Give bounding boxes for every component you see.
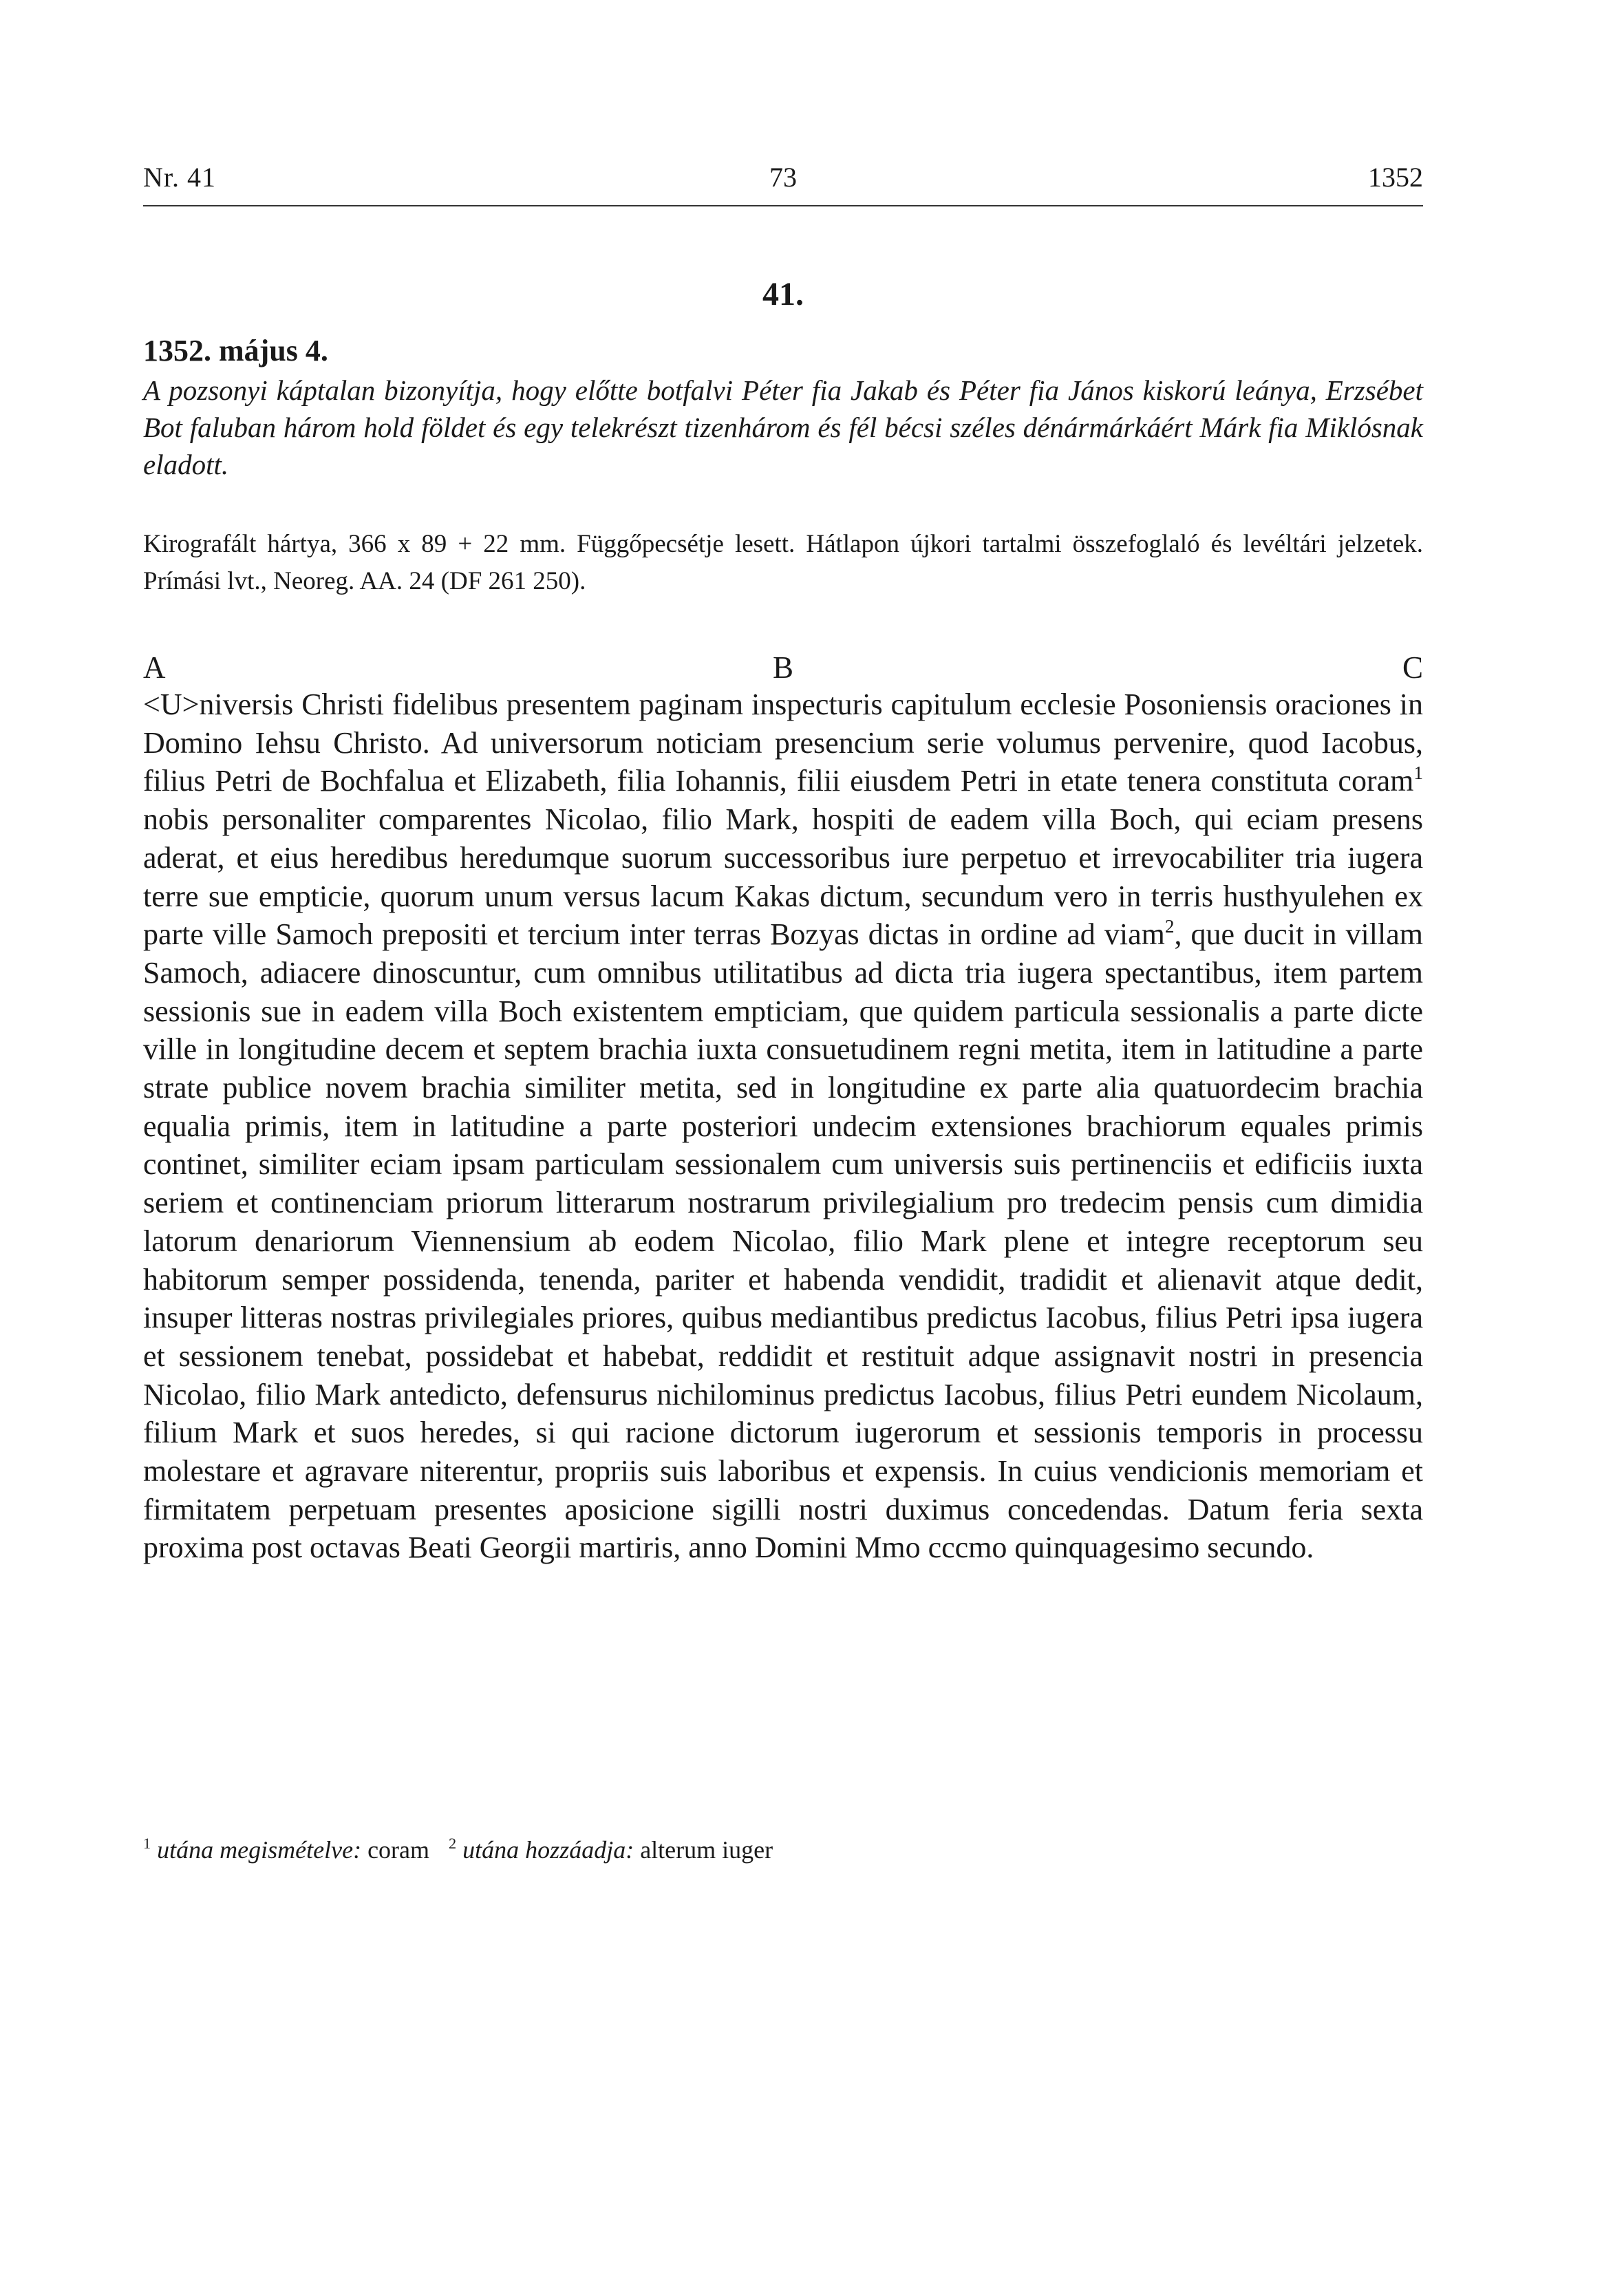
document-summary: A pozsonyi káptalan bizonyítja, hogy előtte botfalvi Péter fia Jakab és Péter fia János kiskorú leánya, Erzsébet Bot faluban három hold földet és egy telekrészt tizenhárom és fél bécsi széles dénármárkáért Márk fia Miklósnak eladott. (143, 374, 1423, 480)
chirograph-letters (143, 647, 1423, 688)
charter-text-part-1: <U>niversis Christi fidelibus presentem paginam inspecturis capitulum ecclesie Posoniensis oraciones in Domino Iehsu Christo. Ad universorum noticiam presencium serie volumus pervenire, quod Iacobus, filius Petri de Bochfalua et Elizabeth, filia Iohannis, filii eiusdem Petri in etate tenera constituta coram (143, 687, 1423, 798)
document-description: Kirografált hártya, 366 x 89 + 22 mm. Függőpecsétje lesett. Hátlapon újkori tartalmi összefoglaló és levéltári jelzetek. Prímási lvt., Neoreg. AA. 24 (DF 261 250). (143, 530, 1423, 595)
document-reference: Nr. 41 (143, 162, 216, 193)
footnote-label: utána megismételve: (157, 1836, 362, 1864)
document-page (143, 0, 1423, 2271)
chirograph-letter-a: A (143, 650, 166, 685)
footnote-number: 2 (449, 1835, 457, 1853)
footnote-label: utána hozzáadja: (462, 1836, 634, 1864)
page-number: 73 (769, 162, 797, 193)
footnote-reference-1: 1 (1413, 763, 1423, 784)
document-number: 41. (762, 276, 804, 312)
running-head (143, 157, 1423, 198)
footnote-2 (449, 1836, 773, 1864)
charter-text (143, 685, 1423, 1567)
footnote-number: 1 (143, 1835, 151, 1853)
footnote-text: coram (367, 1836, 430, 1864)
footnote-1 (143, 1836, 429, 1864)
chirograph-letter-c: C (1402, 650, 1423, 685)
footnotes (143, 1831, 1423, 1869)
document-date: 1352. május 4. (143, 334, 328, 367)
header-year: 1352 (1368, 162, 1423, 193)
header-rule (143, 205, 1423, 206)
charter-text-part-2: nobis personaliter comparentes Nicolao, filio Mark, hospiti de eadem villa Boch, qui eciam presens aderat, et eius heredibus heredumque suorum successoribus iure perpetuo et irrevocabiliter tria iugera terre sue empticie, quorum unum versus lacum Kakas dictum, secundum vero in terris husthyulehen ex parte ville Samoch prepositi et tercium inter terras Bozyas dictas in ordine ad viam (143, 802, 1423, 952)
footnote-reference-2: 2 (1164, 916, 1175, 937)
footnote-text: alterum iuger (640, 1836, 773, 1864)
chirograph-letter-b: B (772, 650, 793, 685)
charter-text-part-3: , que ducit in villam Samoch, adiacere dinoscuntur, cum omnibus utilitatibus ad dicta tria iugera spectantibus, item partem sessionis sue in eadem villa Boch existentem empticiam, que quidem particula sessionalis a parte dicte ville in longitudine decem et septem brachia iuxta consuetudinem regni metita, item in latitudine a parte strate publice novem brachia similiter metita, sed in longitudine ex parte alia quatuordecim brachia equalia primis, item in latitudine a parte posteriori undecim extensiones brachiorum equales primis continet, similiter eciam ipsam particulam sessionalem cum universis suis pertinenciis et edificiis iuxta seriem et continenciam priorum litterarum nostrarum privilegialium pro tredecim pensis cum dimidia latorum denariorum Viennensium ab eodem Nicolao, filio Mark plene et integre receptorum seu habitorum semper possidenda, tenenda, pariter et habenda vendidit, tradidit et alienavit atque dedit, insuper litteras nostras privilegiales priores, quibus mediantibus predictus Iacobus, filius Petri ipsa iugera et sessionem tenebat, possidebat et habebat, reddidit et restituit adque assignavit nostri in presencia Nicolao, filio Mark antedicto, defensurus nichilominus predictus Iacobus, filius Petri eundem Nicolaum, filium Mark et suos heredes, si qui racione dictorum iugerorum et sessionis temporis in processu molestare et agravare niterentur, propriis suis laboribus et expensis. In cuius vendicionis memoriam et firmitatem perpetuam presentes aposicione sigilli nostri duximus concedendas. Datum feria sexta proxima post octavas Beati Georgii martiris, anno Domini Mmo cccmo quinquagesimo secundo. (143, 917, 1423, 1565)
